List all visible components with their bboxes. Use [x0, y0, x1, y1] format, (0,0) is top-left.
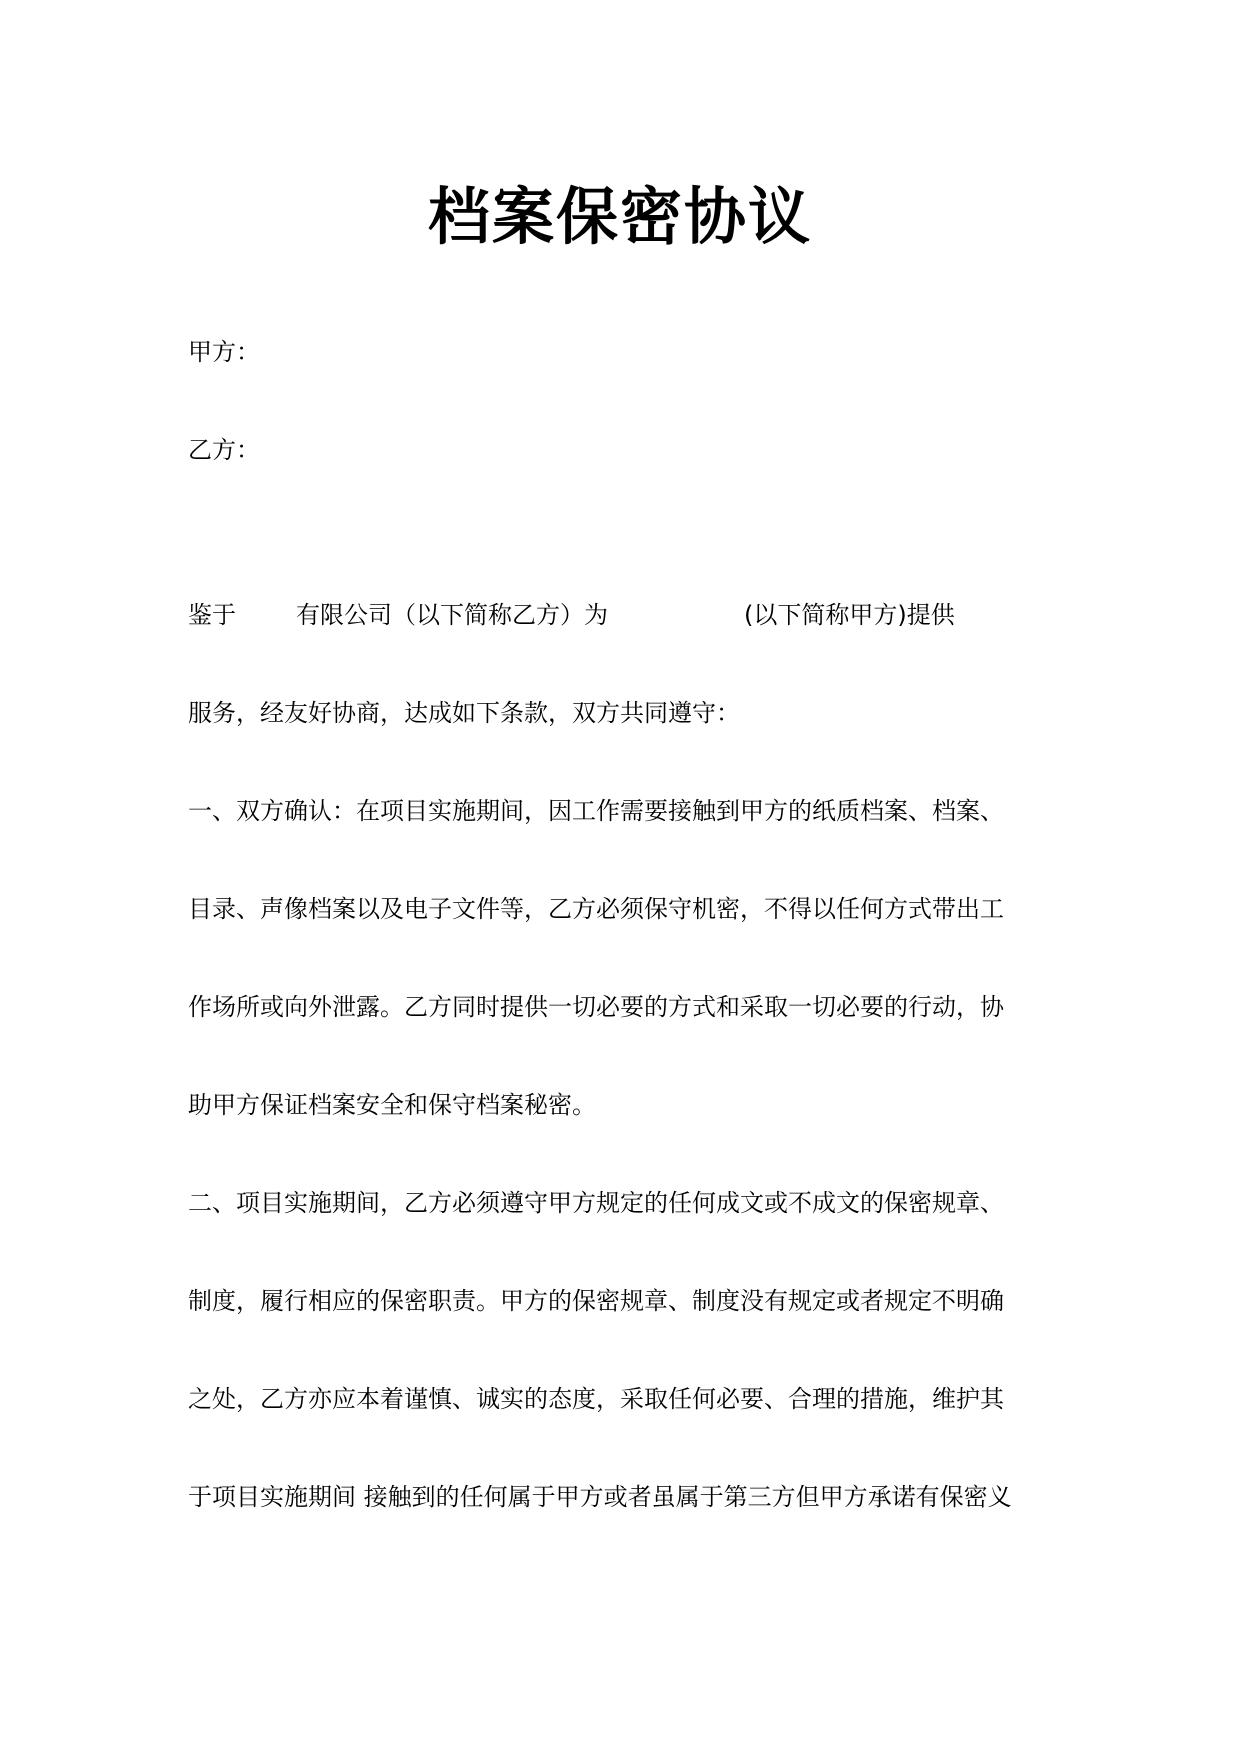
body-line: 目录、声像档案以及电子文件等，乙方必须保守机密，不得以任何方式带出工 — [188, 895, 1004, 923]
body-line: 之处，乙方亦应本着谨慎、诚实的态度，采取任何必要、合理的措施，维护其 — [188, 1385, 1004, 1413]
body-line: 二、项目实施期间，乙方必须遵守甲方规定的任何成文或不成文的保密规章、 — [188, 1189, 1004, 1217]
document-title: 档案保密协议 — [427, 180, 812, 253]
body-line: 制度，履行相应的保密职责。甲方的保密规章、制度没有规定或者规定不明确 — [188, 1287, 1004, 1315]
body-line: 助甲方保证档案安全和保守档案秘密。 — [188, 1091, 596, 1119]
body-line: 一、双方确认：在项目实施期间，因工作需要接触到甲方的纸质档案、档案、 — [188, 797, 1004, 825]
body-line: 作场所或向外泄露。乙方同时提供一切必要的方式和采取一切必要的行动，协 — [188, 993, 1004, 1021]
party-a-label: 甲方： — [188, 338, 260, 366]
body-line: 于项目实施期间 接触到的任何属于甲方或者虽属于第三方但甲方承诺有保密义 — [188, 1483, 1012, 1511]
intro-client: (以下简称甲方)提供 — [744, 601, 955, 629]
body-line: 服务，经友好协商，达成如下条款，双方共同遵守： — [188, 699, 740, 727]
party-b-label: 乙方： — [188, 436, 260, 464]
intro-company: 有限公司（以下简称乙方）为 — [296, 601, 608, 629]
intro-prefix: 鉴于 — [188, 601, 236, 629]
